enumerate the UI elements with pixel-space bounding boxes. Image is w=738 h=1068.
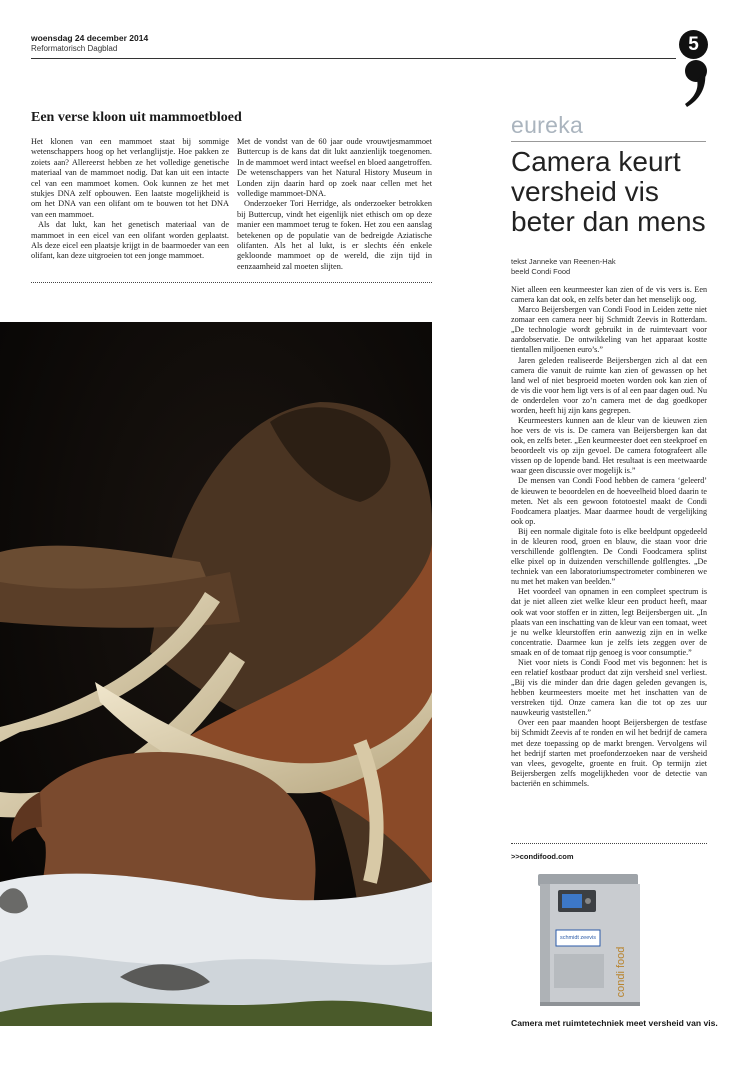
right-para-4: Keurmeesters kunnen aan de kleur van de kieuwen zien hoe vers de vis is. De camera van Beijersbergen kan dat ook, en zelfs beter. „Een keurmeester doet een steekproef en beoordeelt vis op zijn gevoel. De camera fotografeert alle vissen op de lopende band. Het resultaat is een meetwaarde waar geen discussie over mogelijk is.” — [511, 416, 707, 476]
website-link[interactable]: >>condifood.com — [511, 852, 574, 861]
right-article-body — [511, 285, 707, 789]
header-paper: Reformatorisch Dagblad — [31, 44, 118, 53]
right-article-headline: Camera keurt versheid vis beter dan mens — [511, 146, 706, 237]
right-para-2: Marco Beijersbergen van Condi Food in Leiden zette niet zomaar een camera neer bij Schmidt Zeevis in Rotterdam. „De technologie wordt gebruikt in de ruimtevaart voor aardobservatie. De ontwikkeling van het apparaat kostte tientallen miljoenen euro’s.” — [511, 305, 707, 355]
section-label: eureka — [511, 112, 584, 138]
right-para-9: Over een paar maanden hoopt Beijersbergen de testfase bij Schmidt Zeevis af te ronden en wil het bedrijf de camera met deze toepassing op de markt brengen. Vervolgens wil het bedrijf starten met proefonderzoeken naar de versheid van vlees, gevogelte, groente en fruit. Op termijn ziet Beijersbergen zelfs mogelijkheden voor de detectie van bacteriën en schimmels. — [511, 718, 707, 788]
condi-food-camera-device — [532, 872, 644, 1008]
comma-icon — [683, 60, 709, 108]
left-article-title: Een verse kloon uit mammoetbloed — [31, 110, 242, 125]
dotted-divider-right — [511, 843, 707, 844]
right-para-8: Niet voor niets is Condi Food met vis begonnen: het is een relatief kostbaar product dat zijn versheid snel verliest. „Bij vis die minder dan drie dagen geleden gevangen is, hebben keurmeesters moeite met het inschatten van de verstreken tijd. Onze camera kan die tot op zes uur nauwkeurig vaststellen.” — [511, 657, 707, 718]
mammoth-photo — [0, 322, 432, 1026]
dotted-divider-left — [31, 282, 432, 283]
right-para-5: De mensen van Condi Food hebben de camera ‘geleerd’ de kieuwen te beoordelen en de hoeveelheid bloed daarin te meten. Net als een gewoon fototoestel maakt de Condi Foodcamera plaatjes. Maar daarmee houdt de vergelijking ook op. — [511, 476, 707, 526]
article-credits — [511, 257, 616, 277]
header-rule — [31, 58, 676, 59]
left-article-col2 — [237, 137, 432, 272]
right-para-7: Het voordeel van opnamen in een compleet spectrum is dat je niet alleen ziet welke kleur een product heeft, maar ook wat voor stoffen er in zitten, legt Beijersbergen uit. „In plaats van een inschatting van de kleur van een tomaat, weet je nu welke kleurstoffen erin aanwezig zijn en in welke concentratie. Daarmee kun je zelfs iets zeggen over de smaak en of de tomaat rijp genoeg is voor consumptie.” — [511, 587, 707, 657]
device-brand-text: condi food — [615, 946, 627, 998]
page-number-badge: 5 — [679, 30, 708, 59]
left-col2-para-1: Met de vondst van de 60 jaar oude vrouwtjesmammoet Buttercup is de kans dat dit lukt aanzienlijk toegenomen. In de mammoet werd intact weefsel en bloed aangetroffen. De wetenschappers van het Natural History Museum in Londen zijn daarin hard op zoek naar cellen met het volledige mammoet-DNA. — [237, 137, 432, 199]
device-label-text: schmidt zeevis — [559, 935, 597, 941]
right-para-1: Niet alleen een keurmeester kan zien of de vis vers is. Een camera kan dat ook, en zelfs beter dan het menselijk oog. — [511, 285, 707, 305]
right-para-6: Bij een normale digitale foto is elke beeldpunt opgedeeld in de kleuren rood, groen en blauw, die staan voor drie verschillende golflengten. De Condi Foodcamera splitst elke pixel op in duizenden verschillende golflengtes. „De techniek van een laboratoriumspectrometer combineren we nu met het maken van beelden.” — [511, 526, 707, 587]
header-date: woensdag 24 december 2014 — [31, 33, 149, 43]
right-para-3: Jaren geleden realiseerde Beijersbergen zich al dat een camera die vanuit de ruimte kan zien of gewassen op het land wel of niet besproeid moeten worden ook kan zien of de vis die voor hem ligt vers is of al een paar dagen oud. Nu de onderdelen voor zo’n camera met de dag goedkoper worden, heeft hij zijn kans gegrepen. — [511, 355, 707, 415]
left-col1-para-2: Als dat lukt, kan het genetisch materiaal van de mammoet in een eicel van een olifant worden geplaatst. Als deze eicel een plaatsje krijgt in de baarmoeder van een olifant, kan deze uitgroeien tot een jonge mammoet. — [31, 220, 229, 261]
left-col2-para-2: Onderzoeker Tori Herridge, als onderzoeker betrokken bij Buttercup, vindt het eigenlijk niet ethisch om op deze manier een mammoet terug te foken. Het zou een aanslag betekenen op de populatie van de bedreigde Aziatische olifanten. Als het al lukt, is er slechts één enkele gekloonde mammoet op de wereld, die zijn tijd in eenzaamheid zal moeten slijten. — [237, 199, 432, 271]
section-rule — [511, 141, 706, 142]
left-article-col1 — [31, 137, 229, 262]
photo-caption: Camera met ruimtetechniek meet versheid van vis. — [511, 1018, 718, 1028]
credit-image: beeld Condi Food — [511, 267, 571, 276]
credit-text: tekst Janneke van Reenen-Hak — [511, 257, 616, 266]
left-col1-para-1: Het klonen van een mammoet staat bij sommige wetenschappers hoog op het verlanglijstje. Hoe pakken ze zoiets aan? Allereerst hebben ze het volledige genetische materiaal van de mammoet nodig. Dat kan uit een intacte cel van een mammoet komen. Ook kunnen ze het met stukjes DNA zelf opbouwen. Een laatste mogelijkheid is om het DNA van een olifant om te bouwen tot het DNA van een mammoet. — [31, 137, 229, 219]
